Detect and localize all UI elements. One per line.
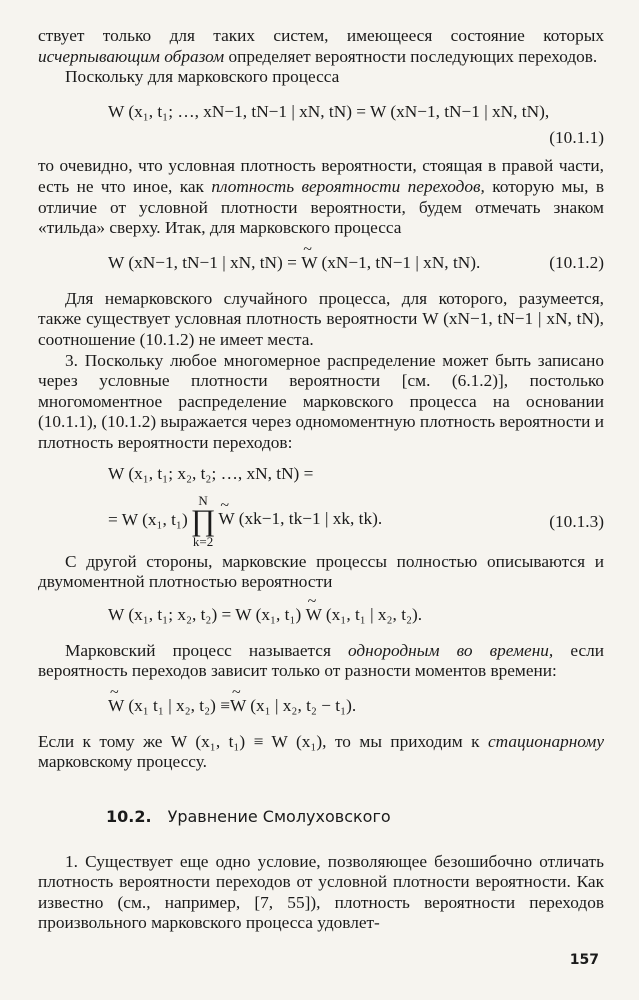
tilde-w	[108, 696, 230, 717]
tilde-w	[230, 696, 356, 717]
text: которую мы, в отличие от условной плотности вероятности, будем отмечать знаком «тильда» сверху. Итак, для марковского процесса	[38, 176, 604, 238]
equation-left: = W (x₁, t₁)	[108, 509, 188, 529]
equation-number: (10.1.3)	[549, 511, 604, 531]
equation-body	[108, 494, 382, 548]
paragraph	[38, 732, 604, 773]
equation-right: W (x₁, t₁ | x₂, t₂).	[305, 604, 423, 624]
text: то очевидно, что условная плотность вероятности, стоящая в правой части, есть не что иное, как	[38, 156, 604, 196]
equation-10-1-1	[38, 102, 604, 126]
section-number: 10.2.	[106, 807, 152, 827]
product-symbol	[191, 494, 216, 548]
equation-body	[108, 605, 422, 626]
text: Марковский процесс называется	[65, 640, 349, 660]
equation-10-1-2	[38, 253, 604, 277]
text: определяет вероятности последующих переходов.	[224, 46, 598, 66]
text: Если к тому же W (x₁, t₁) ≡ W (x₁), то мы приходим к	[38, 731, 488, 751]
equation-left: W (x₁ t₁ | x₂, t₂) ≡	[108, 695, 230, 715]
italic-text: исчерпывающим образом	[38, 46, 225, 66]
section-title: Уравнение Смолуховского	[167, 807, 391, 827]
equation-right: W (x₁ | x₂, t₂ − t₁).	[229, 695, 357, 715]
equation-10-1-3-line1: W (x₁, t₁; x₂, t₂; …, xN, tN) =	[108, 463, 314, 483]
equation-body	[108, 696, 356, 717]
tilde-w	[218, 509, 382, 530]
page-number: 157	[569, 952, 599, 968]
equation-right: W (xk−1, tk−1 | xk, tk).	[218, 509, 383, 529]
equation-body: W (x₁, t₁; …, xN−1, tN−1 | xN, tN) = W (xN−1, tN−1 | xN, tN),	[108, 101, 550, 121]
page-body	[38, 26, 604, 934]
text: ствует только для таких систем, имеющееся состояние которых	[38, 26, 604, 45]
equation-number: (10.1.2)	[549, 252, 604, 272]
equation-number: (10.1.1)	[549, 127, 604, 147]
product-lower: k=2	[192, 533, 214, 549]
equation-left: W (xN−1, tN−1 | xN, tN) =	[108, 252, 302, 272]
text: если вероятность переходов зависит только от разности моментов времени:	[38, 640, 604, 681]
italic-text: стационарному	[487, 731, 604, 751]
paragraph: С другой стороны, марковские процессы полностью описываются и двумоментной плотностью вероятности	[38, 551, 604, 592]
paragraph: Для немарковского случайного процесса, для которого, разумеется, также существует условная плотность вероятности W (xN−1, tN−1 | xN, tN), соотношение (10.1.2) не имеет места.	[38, 288, 604, 349]
paragraph	[38, 156, 604, 238]
paragraph	[38, 26, 604, 67]
equation-left: W (x₁, t₁; x₂, t₂) = W (x₁, t₁)	[108, 604, 306, 624]
tilde-w	[301, 253, 480, 274]
paragraph: 1. Существует еще одно условие, позволяющее безошибочно отличать плотность вероятности переходов от условной плотности вероятности. Как известно (см., например, [7, 55]), плотность вероятности переходов произвольного марковского процесса удовлет-	[38, 851, 604, 933]
paragraph: 3. Поскольку любое многомерное распределение может быть записано через условные плотности вероятности [см. (6.1.2)], постолько многомоментное распределение марковского процесса на основании (10.1.1), (10.1.2) выражается через одномоментную плотность вероятности и плотность вероятности переходов:	[38, 350, 604, 452]
equation-two-moment	[38, 605, 604, 629]
product-sign: ∏	[190, 503, 216, 537]
product-upper: N	[198, 492, 208, 508]
section-heading	[106, 807, 604, 828]
equation-homogeneous	[38, 696, 604, 720]
italic-text: плотность вероятности переходов,	[211, 176, 485, 196]
tilde-w	[306, 605, 423, 626]
equation-right: W (xN−1, tN−1 | xN, tN).	[301, 252, 481, 272]
equation-body	[108, 253, 480, 274]
text: марковскому процессу.	[38, 752, 207, 772]
paragraph: Поскольку для марковского процесса	[65, 67, 340, 87]
italic-text: однородным во времени,	[348, 640, 554, 660]
paragraph	[38, 641, 604, 682]
equation-10-1-3-line2	[38, 488, 604, 549]
